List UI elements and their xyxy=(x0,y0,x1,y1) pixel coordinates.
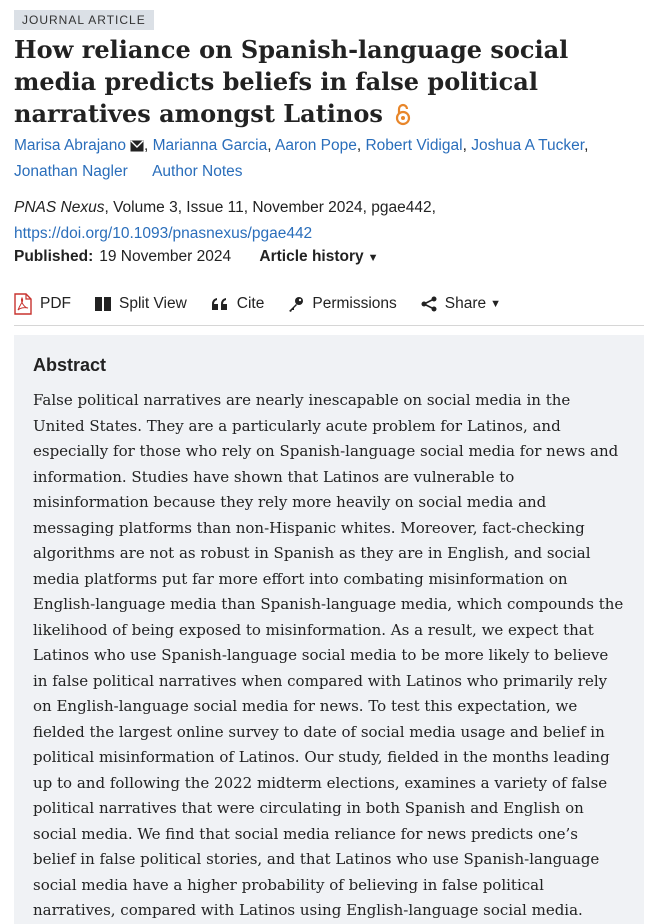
caret-down-icon: ▼ xyxy=(490,298,502,310)
pdf-button[interactable] xyxy=(14,290,71,318)
key-icon xyxy=(288,296,304,312)
article-type-badge: JOURNAL ARTICLE xyxy=(14,10,154,30)
article-title-text: How reliance on Spanish-language social media predicts beliefs in false political narratives amongst Latinos xyxy=(14,35,569,128)
pdf-label: PDF xyxy=(40,295,71,312)
author-link[interactable]: Marianna Garcia xyxy=(152,137,268,154)
abstract-text: False political narratives are nearly inescapable on social media in the United States. They are a particularly acute problem for Latinos, and especially for those who rely on Spanish-language social media for news and information. Studies have shown that Latinos are vulnerable to misinformation because they rely more heavily on social media and messaging platforms than non-Hispanic whites. Moreover, fact-checking algorithms are not as robust in Spanish as they are in English, and social media platforms put far more effort into combating misinformation on English-language media than Spanish-language media, which compounds the likelihood of being exposed to misinformation. As a result, we expect that Latinos who use Spanish-language social media to be more likely to believe in false political narratives when compared with Latinos who primarily rely on English-language social media for news. To test this expectation, we fielded the largest online survey to date of social media usage and belief in political misinformation of Latinos. Our study, fielded in the months leading up to and following the 2022 midterm elections, examines a variety of false political narratives that were circulating in both Spanish and English on social media. We find that social media reliance for news predicts one’s belief in false political stories, and that Latinos who use Spanish-language social media have a higher probability of believing in false political narratives, compared with Latinos using English-language social media. xyxy=(33,391,624,919)
abstract-section xyxy=(14,335,644,924)
author-separator: , xyxy=(144,137,149,154)
author-list xyxy=(14,133,646,185)
permissions-button[interactable] xyxy=(288,290,396,318)
author-link[interactable]: Aaron Pope xyxy=(274,137,357,154)
share-icon xyxy=(421,296,437,312)
quote-icon xyxy=(211,297,229,311)
author-link[interactable]: Robert Vidigal xyxy=(365,137,463,154)
author-separator: , xyxy=(356,137,362,154)
article-history-toggle[interactable] xyxy=(259,248,378,265)
article-history-label: Article history xyxy=(259,248,364,265)
permissions-label: Permissions xyxy=(312,295,397,312)
cite-button[interactable] xyxy=(211,290,265,318)
caret-down-icon: ▼ xyxy=(367,252,379,264)
author-separator: , xyxy=(462,137,467,154)
published-label: Published: xyxy=(14,248,94,265)
citation-details: , Volume 3, Issue 11, November 2024, pgae442, xyxy=(104,199,436,216)
share-button[interactable] xyxy=(421,290,501,318)
author-notes-link[interactable]: Author Notes xyxy=(152,163,243,180)
article-toolbar xyxy=(14,290,644,326)
split-view-icon xyxy=(95,297,111,311)
email-icon[interactable] xyxy=(130,140,144,152)
published-date: 19 November 2024 xyxy=(99,248,232,265)
doi-link[interactable]: https://doi.org/10.1093/pnasnexus/pgae442 xyxy=(14,225,313,242)
pdf-icon xyxy=(14,293,32,315)
author-link[interactable]: Marisa Abrajano xyxy=(14,137,127,154)
author-link[interactable]: Joshua A Tucker xyxy=(471,137,585,154)
journal-name: PNAS Nexus xyxy=(14,199,105,216)
open-access-icon xyxy=(395,102,411,126)
author-link[interactable]: Jonathan Nagler xyxy=(14,163,128,180)
citation xyxy=(14,195,646,247)
cite-label: Cite xyxy=(236,295,265,312)
article-title xyxy=(14,34,646,130)
author-separator: , xyxy=(584,137,589,154)
split-view-button[interactable] xyxy=(95,290,187,318)
share-label: Share xyxy=(444,295,487,312)
abstract-heading: Abstract xyxy=(33,355,107,375)
publication-info xyxy=(14,246,646,269)
split-view-label: Split View xyxy=(119,295,187,312)
author-separator: , xyxy=(267,137,272,154)
